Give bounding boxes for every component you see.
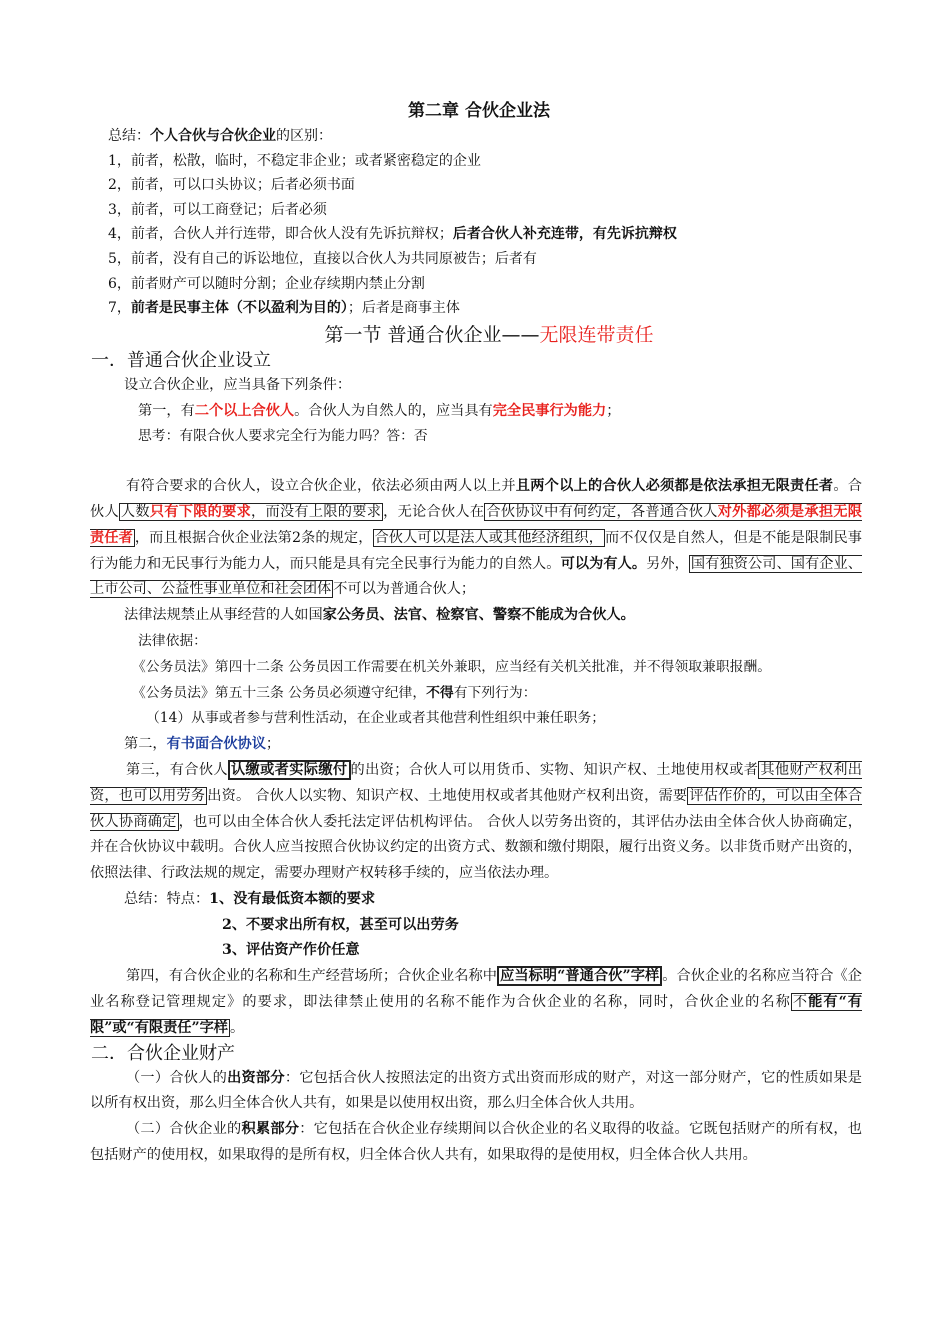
legal-basis: 法律依据： [138, 632, 207, 649]
summary-item-6: 6，前者财产可以随时分割；企业存续期内禁止分割 [108, 275, 425, 292]
condition-second-post: ； [265, 736, 281, 753]
summary-item-2: 2，前者，可以口头协议；后者必须书面 [108, 177, 355, 194]
summary-intro-label: 总结： [108, 128, 150, 144]
part2-heading: 二．合伙企业财产 [91, 1042, 235, 1064]
partner-para-g: 可以为有人。 [560, 555, 647, 572]
property-contribution [90, 1066, 862, 1118]
law-article-53 [90, 681, 862, 707]
condition-first-pre: 第一，有 [138, 402, 195, 419]
partner-para-h: 另外， [646, 555, 689, 572]
property-1-bold: 出资部分 [227, 1069, 285, 1086]
section-title-red: 无限连带责任 [539, 323, 654, 346]
third-box-3: 评估作价的，可以由全体合伙人协商确定 [90, 787, 862, 830]
third-c: 出资。 合伙人以实物、知识产权、土地使用权或者其他财产权利出资，需要 [207, 787, 688, 804]
fourth-box-1: 应当标明“普通合伙”字样 [497, 966, 662, 986]
partner-box-1-red: 只有下限的要求 [149, 503, 252, 520]
partner-box-1 [119, 503, 383, 521]
partner-para-c: 。合伙人 [90, 478, 862, 520]
condition-third [90, 758, 862, 887]
summary-intro-post: 的区别： [276, 128, 332, 144]
property-2-pre: （二）合伙企业的 [126, 1121, 242, 1138]
summary-item-7-num: 7， [108, 300, 131, 317]
ban-paragraph [90, 603, 862, 629]
partner-para-f: 而不仅仅是自然人，但是不能是限制民事行为能力和无民事行为能力人，而只能是具有完全民事行为能力的自然人。 [90, 529, 862, 572]
condition-first-post: ； [606, 402, 621, 419]
partner-box-4: 国有独资公司、国有企业、上市公司、公益性事业单位和社会团体 [90, 555, 862, 598]
law-53-bold: 不得 [426, 684, 454, 701]
third-a: 第三，有合伙人 [126, 761, 228, 778]
third-box-1: 认缴或者实际缴付 [228, 760, 351, 780]
summary-item-3: 3，前者，可以工商登记；后者必须 [108, 201, 327, 218]
partner-box-2-text: 合伙协议中有何约定，各普通合伙人 [486, 503, 718, 520]
summary-item-4-bold: 后者合伙人补充连带，有先诉抗辩权 [452, 226, 677, 243]
fourth-box-2-pre: 不 [792, 994, 809, 1011]
property-2-b: ：它包括在合伙企业存续期间以合伙企业的名义取得的收益。它既包括财产的所有权，也包括财产的使用权，如果取得的是所有权，归全体合伙人共有，如果取得的是使用权，归全体合伙人共用。 [90, 1121, 862, 1164]
part2-body [90, 1066, 862, 1169]
summary-item-7-bold: 前者是民事主体（不以盈利为目的） [130, 300, 348, 317]
property-1-a: 合伙人的 [169, 1069, 228, 1086]
law-article-53-item: （14）从事或者参与营利性活动，在企业或者其他营利性组织中兼任职务； [146, 710, 606, 727]
summary-intro [108, 124, 862, 149]
ban-bold: 家公务员、法官、检察官、警察不能成为合伙人。 [322, 607, 635, 624]
condition-second-pre: 第二， [124, 736, 167, 753]
condition-second [90, 732, 862, 758]
summary-item-7-post: ；后者是商事主体 [347, 300, 460, 317]
fourth-a: 第四，有合伙企业的名称和生产经营场所；合伙企业名称中 [126, 968, 498, 985]
partner-box-3: 合伙人可以是法人或其他经济组织， [374, 529, 604, 546]
condition-first-red2: 完全民事行为能力 [492, 402, 607, 419]
section-title [116, 321, 862, 349]
summary-item-5: 5，前者，没有自己的诉讼地位，直接以合伙人为共同原被告；后者有 [108, 250, 537, 267]
third-b: 的出资；合伙人可以用货币、实物、知识产权、土地使用权或者 [350, 761, 759, 778]
blank-gap [90, 450, 862, 474]
partner-box-1-pre: 人数 [120, 503, 150, 520]
chapter-title: 第二章 合伙企业法 [408, 101, 550, 121]
fourth-c: 。 [229, 1019, 245, 1036]
condition-first-mid: 。合伙人为自然人的，应当具有 [294, 402, 493, 419]
summary-item-4-text: 4，前者，合伙人并行连带，即合伙人没有先诉抗辩权； [108, 226, 453, 243]
section-title-text: 第一节 普通合伙企业—— [324, 323, 540, 346]
think-question: 思考：有限合伙人要求完全行为能力吗？答：否 [138, 428, 428, 445]
property-1-pre: （一） [126, 1069, 170, 1086]
property-1-b: ：它包括合伙人按照法定的出资方式出资而形成的财产，对这一部分财产，它的性质如果是以所有权出资，那么归全体合伙人共有，如果是以使用权出资，那么归全体合伙人共用。 [90, 1069, 862, 1112]
part1-heading: 一．普通合伙企业设立 [91, 349, 271, 371]
partner-paragraph [90, 474, 862, 603]
third-d: ，也可以由全体合伙人委托法定评估机构评估。 合伙人以劳务出资的，其评估办法由全体合伙人协商确定，并在合伙协议中载明。合伙人应当按照合伙协议约定的出资方式、数额和缴付期限，履行出资义务。以非货币财产出资的，依照法律、行政法规的规定，需要办理财产权转移手续的，应当依法办理。 [90, 813, 862, 882]
partner-para-d: ，无论合伙人在 [383, 503, 485, 520]
fourth-b: 。合伙企业的名称应当符合《企业名称登记管理规定》的要求，即法律禁止使用的名称不能作为合伙企业的名称，同时，合伙企业的名称 [90, 968, 862, 1011]
condition-first [90, 399, 862, 425]
condition-first-red1: 二个以上合伙人 [194, 402, 295, 419]
summary-item-4 [108, 222, 862, 247]
summary-block [90, 124, 862, 321]
document-page [90, 98, 862, 1169]
features-summary [90, 887, 862, 913]
partner-para-e: ，而且根据合伙企业法第2条的规定， [134, 529, 373, 546]
partner-para-a: 有符合要求的合伙人，设立合伙企业，依法必须由两人以上并 [126, 478, 516, 495]
condition-fourth [90, 964, 862, 1041]
partner-para-i: 不可以为普通合伙人； [333, 581, 476, 598]
law-53-pre: 《公务员法》第五十三条 公务员必须遵守纪律， [132, 684, 427, 701]
summary-item-7 [108, 296, 862, 321]
fourth-box-2-bold: 能有“有限”或“有限责任”字样 [90, 994, 862, 1036]
summary-intro-bold: 个人合伙与合伙企业 [150, 128, 276, 144]
ban-pre: 法律法规禁止从事经营的人如国 [124, 607, 323, 624]
feature-2: 2、不要求出所有权，甚至可以出劳务 [222, 916, 459, 933]
feature-1: 1、没有最低资本额的要求 [209, 890, 376, 907]
summary-item-1: 1，前者，松散，临时，不稳定非企业；或者紧密稳定的企业 [108, 152, 481, 169]
property-2-bold: 积累部分 [241, 1121, 300, 1138]
property-accumulation [90, 1117, 862, 1169]
law-article-42: 《公务员法》第四十二条 公务员因工作需要在机关外兼职，应当经有关机关批准，并不得领取兼职报酬。 [132, 658, 772, 675]
conditions-intro: 设立合伙企业，应当具备下列条件： [124, 376, 352, 393]
feature-3: 3、评估资产作价任意 [222, 942, 360, 959]
condition-second-blue: 有书面合伙协议 [166, 736, 266, 753]
partner-box-2-red: 对外都必须是承担无限责任者 [90, 503, 862, 546]
partner-para-b: 且两个以上的合伙人必须都是依法承担无限责任者 [515, 478, 834, 495]
law-53-post: 有下列行为： [453, 684, 537, 701]
partner-box-1-post: ，而没有上限的要求 [251, 503, 382, 520]
part1-body [90, 373, 862, 1042]
features-label: 总结：特点： [124, 890, 210, 907]
third-box-2: 其他财产权利出资，也可以用劳务 [90, 761, 862, 804]
